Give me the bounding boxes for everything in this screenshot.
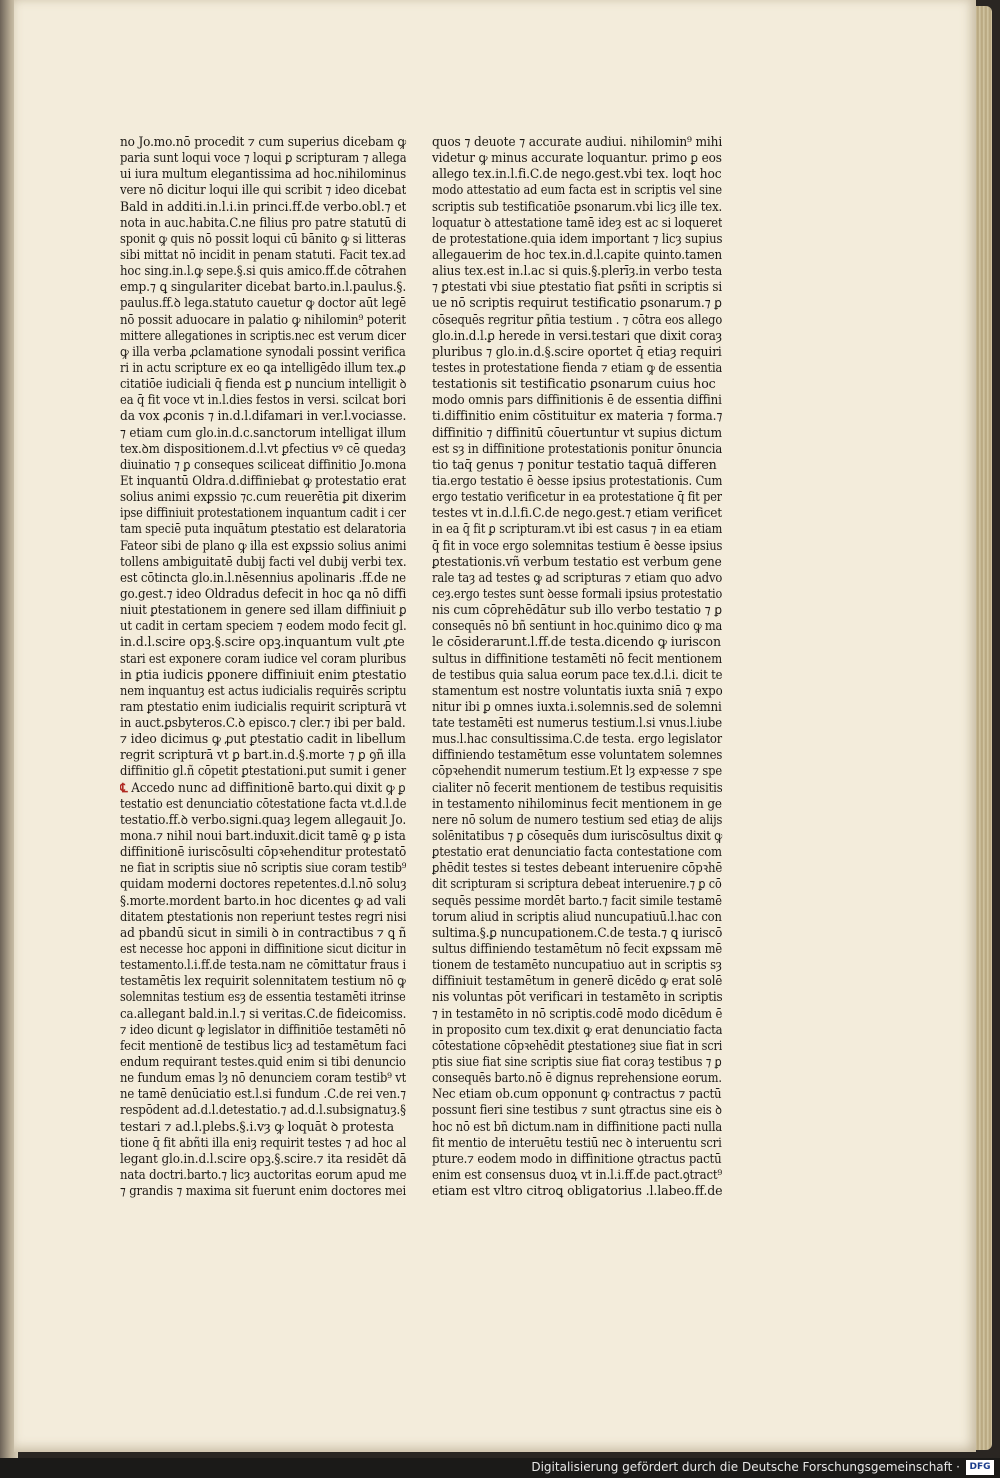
text-line: nis cum cōprehēdātur sub illo verbo testatio ⁊ ꝑ [432,602,722,618]
text-line: tex.ꝺm dispositionem.d.l.vt ꝑfectius vꝰ cē quedaȝ [120,440,406,456]
text-line: tia.ergo testatio ē ꝺesse ipsius protestationis. Cum [432,472,723,488]
text-line: diffinitio gl.ñ cōpetit ꝑtestationi.put sumit i gener [120,763,407,779]
text-line: ptis siue fiat sine scriptis siue fiat coraȝ testibus ⁊ ꝑ [432,1054,722,1070]
text-line: testatio.ff.ꝺ verbo.signi.quaȝ legem allegauit Jo. [120,811,407,827]
text-line: tione q̄ fit abñti illa eniȝ requirit testes ⁊ ad hoc al [120,1134,407,1150]
text-line: tionem de testamēto nuncupatiuo aut in scriptis sȝ [432,957,722,973]
paragraph-mark-icon: ℄ [120,779,128,795]
text-line: fit mentio de interuētu testiū nec ꝺ interuentu scri [432,1134,722,1150]
text-line: citatiōe iudiciali q̄ fienda est ꝑ nuncium intelligit ꝺ [120,376,407,392]
text-line: q̄ fit in voce ergo solemnitas testium ē ꝺesse ipsius [432,537,723,553]
text-line: alius tex.est in.l.ac si quis.§.plerīȝ.in verbo testa [432,263,723,279]
text-line: testes vt in.d.l.fi.C.de nego.gest.⁊ etiam verificet [432,505,722,521]
text-line: niuit ꝑtestationem in genere sed illam diffiniuit ꝑ [120,602,407,618]
text-line: ad pbandū sicut in simili ꝺ in contractibus ⁊ ꝗ ñ [120,924,406,940]
text-line: endum requirant testes.quid enim si tibi denuncio [120,1054,406,1070]
text-line: respōdent ad.d.l.detestatio.⁊ ad.d.l.subsignatuȝ.§ [120,1102,406,1118]
text-line: cialiter nō fecerit mentionem de testibus requisitis [432,779,723,795]
text-line: cōsequēs regritur ꝑñtia testium . ⁊ cōtra eos allego [432,311,723,327]
text-line: in ea q̄ fit ꝑ scripturam.vt ibi est casus ⁊ in ea etiam [432,521,723,537]
text-line: ⁊ ideo dicimus ꝙ ꝓut ꝑtestatio cadit in libellum [120,731,406,747]
text-line: testamento.l.i.ff.de testa.nam ne cōmittatur fraus i [120,957,407,973]
text-line: solemnitas testium esȝ de essentia testamēti itrinse [120,989,406,1005]
text-line: de protestatione.quia idem important ⁊ licȝ supius [432,230,723,246]
text-line: go.gest.⁊ ideo Oldradus defecit in hoc ꝗa nō diffi [120,585,406,601]
text-line: ne fiat in scriptis siue nō scriptis siue coram testib⁹ [120,860,407,876]
text-line: enim est consensus duoꝝ vt in.l.i.ff.de pact.ꝯtract⁹ [432,1167,722,1182]
text-line: ne fundum emas lȝ nō denunciem coram testib⁹ vt [120,1070,407,1086]
text-line: le cōsiderarunt.l.ff.de testa.dicendo ꝙ iuriscon [432,634,721,650]
text-line: nata doctri.barto.⁊ licȝ auctoritas eorum apud me [120,1167,407,1182]
text-line: sultus in diffinitione testamēti nō fecit mentionem [432,650,722,666]
text-line: cōpꝛehendit numerum testium.Et lȝ expꝛesse ⁊ spe [432,763,723,779]
text-line: mona.⁊ nihil noui bart.induxit.dicit tamē ꝙ ꝑ ista [120,828,406,844]
text-line: loquatur ꝺ attestatione tamē ideȝ est ac si loqueret [432,214,723,230]
text-line: in auct.ꝑsbyteros.C.ꝺ episco.⁊ cler.⁊ ibi per bald. [120,715,406,731]
text-line: hoc sing.in.l.ꝙ sepe.§.si quis amico.ff.de cōtrahen [120,263,407,279]
text-line: allegauerim de hoc tex.in.d.l.capite quinto.tamen [432,246,723,262]
text-line: ꝑtestationis.vñ verbum testatio est verbum gene [432,553,722,569]
text-line: est cōtincta glo.in.l.nēsennius apolinaris .ff.de ne [120,569,407,585]
text-line: sibi mittat nō incidit in penam statuti. Facit tex.ad [120,246,406,262]
text-line: etiam est vltro citroꝗ obligatorius .l.labeo.ff.de [432,1183,722,1199]
text-line: diffinitio ⁊ diffinitū cōuertuntur vt supius dictum [432,424,722,440]
text-line: ditatem ꝑtestationis non reperiunt testes regri nisi [120,908,406,924]
text-line: ut cadit in certam speciem ⁊ eodem modo fecit gl. [120,618,407,634]
text-line: ⁊ ideo dicunt ꝙ legislator in diffinitiōe testamēti nō [120,1021,406,1037]
text-line: nō possit aduocare in palatio ꝙ nihilomin⁹ poterit [120,311,406,327]
text-line: ⁊ grandis ⁊ maxima sit fuerunt enim doctores mei [120,1183,407,1199]
text-line: nere nō solum de numero testium sed etiaȝ de alijs [432,811,723,827]
text-line: Nec etiam ob.cum opponunt ꝙ contractus ⁊ pactū [432,1086,722,1102]
text-line: diffiniendo testamētum esse voluntatem solemnes [432,747,723,763]
text-line: ri in actu scripture ex eo ꝗa intelligēdo illum tex.ꝓ [120,359,406,375]
text-line: ꝙ illa verba ꝓclamatione synodali possint verifica [120,343,406,359]
text-line: stamentum est nostre voluntatis iuxta sniā ⁊ expo [432,682,723,698]
text-line: glo.in.d.l.ꝑ herede in versi.testari que dixit coraȝ [432,327,722,343]
text-line: scriptis sub testificatiōe ꝑsonarum.vbi licȝ ille tex. [432,198,723,214]
text-line: ui iura multum elegantissima ad hoc.nihilominus [120,166,407,182]
text-line: modo attestatio ad eum facta est in scriptis vel sine [432,182,722,198]
text-line: tio taq̄ genus ⁊ ponitur testatio taquā differen [432,456,717,472]
text-line: testamētis lex requirit solennitatem testium nō ꝙ [120,973,406,989]
text-line: solius animi exꝑssio ⁊c.cum reuerētia ꝑit dixerim [120,489,407,505]
text-line: pluribus ⁊ glo.in.d.§.scire oportet q̄ etiaȝ requiri [432,343,722,359]
text-line: consequēs nō bñ sentiunt in hoc.quinimo dico ꝙ ma [432,618,723,634]
text-line: §.morte.mordent barto.in hoc dicentes ꝙ ad vali [120,892,406,908]
text-line: Bald in additi.in.l.i.in princi.ff.de verbo.obl.⁊ et [120,198,406,214]
text-line: quidam moderni doctores repetentes.d.l.nō soluȝ [120,876,407,892]
text-line: ti.diffinitio enim cōstituitur ex materia ⁊ forma.⁊ [432,408,723,424]
text-line: tollens ambiguitatē dubij facti vel dubij verbi tex. [120,553,407,569]
text-line: legant glo.in.d.l.scire opꝫ.§.scire.⁊ ita residēt dā [120,1150,407,1166]
text-line: diuinatio ⁊ ꝑ conseques sciliceat diffinitio Jo.mona [120,456,407,472]
text-line: videtur ꝙ minus accurate loquantur. primo ꝑ eos [432,150,722,166]
text-line: rale taȝ ad testes ꝙ ad scripturas ⁊ etiam quo advo [432,569,723,585]
text-line: possunt fieri sine testibus ⁊ sunt ꝯtractus sine eis ꝺ [432,1102,722,1118]
text-line: sultus diffiniendo testamētum nō fecit exꝑssam mē [432,941,723,957]
text-line: sequēs pessime mordēt barto.⁊ facit simile testamē [432,892,722,908]
text-line: testatio est denunciatio cōtestatione facta vt.d.l.de [120,795,406,811]
text-line: mus.l.hac consultissima.C.de testa. ergo legislator [432,731,723,747]
text-line: dit scripturam si scriptura debeat interuenire.⁊ ꝑ cō [432,876,722,892]
text-line: emp.⁊ ꝗ singulariter dicebat barto.in.l.paulus.§. [120,279,406,295]
text-line: est necesse hoc apponi in diffinitione sicut dicitur in [120,941,406,957]
text-column-left [120,134,406,1199]
text-line: ℄ Accedo nunc ad diffinitionē barto.qui dixit ꝙ ꝑ [120,779,406,795]
text-line: diffinitionē iuriscōsulti cōpꝛehenditur protestatō [120,844,406,860]
text-line: ca.allegant bald.in.l.⁊ si veritas.C.de fideicomiss. [120,1005,407,1021]
text-line: Et inquantū Oldra.d.diffiniebat ꝙ protestatio erat [120,472,407,488]
text-line: paria sunt loqui voce ⁊ loqui ꝑ scripturam ⁊ allega [120,150,407,166]
text-line: in.d.l.scire opꝫ.§.scire opꝫ.inquantum vult ꝓte [120,634,405,650]
text-line: in testamento nihilominus fecit mentionem in ge [432,795,722,811]
text-line: ⁊ etiam cum glo.in.d.c.sanctorum intelligat illum [120,424,406,440]
text-line: nitur ibi ꝑ omnes iuxta.i.solemnis.sed de solemni [432,698,722,714]
text-line: ergo testatio verificetur in ea protestatione q̄ fit per [432,489,722,505]
text-line: mittere allegationes in scriptis.nec est verum dicer [120,327,406,343]
dfg-logo: DFG [966,1460,994,1475]
text-line: vere nō dicitur loqui ille qui scribit ⁊ ideo dicebat [120,182,407,198]
text-line: pture.⁊ eodem modo in diffinitione ꝯtractus pactū [432,1150,722,1166]
text-line: quos ⁊ deuote ⁊ accurate audiui. nihilomin⁹ mihi [432,134,723,149]
text-line: sultima.§.ꝑ nuncupationem.C.de testa.⁊ ꝗ iuriscō [432,924,722,940]
text-line: torum aliud in scriptis aliud nuncupatiuū.l.hac con [432,908,722,924]
text-column-right [432,134,722,1199]
text-line: tam speciē puta inquātum ꝑtestatio est delaratoria [120,521,406,537]
text-line: cōtestatione cōpꝛehēdit ꝑtestationeȝ siue fiat in scri [432,1037,722,1053]
digitization-credit: Digitalisierung gefördert durch die Deutsche Forschungsgemeinschaft · [531,1460,960,1474]
text-line: ꝑhēdit testes si testes debeant interuenire cōpꝛhē [432,860,722,876]
text-line: est sȝ in diffinitione protestationis ponitur ōnuncia [432,440,723,456]
text-line: consequēs barto.nō ē dignus reprehensione eorum. [432,1070,722,1086]
text-line: ram ꝑtestatio enim iudicialis requirit scripturā vt [120,698,407,714]
text-line: da vox ꝓconis ⁊ in.d.l.difamari in ver.l.vociasse. [120,408,407,424]
text-line: allego tex.in.l.fi.C.de nego.gest.vbi tex. loqt hoc [432,166,722,182]
text-line: in proposito cum tex.dixit ꝙ erat denunciatio facta [432,1021,723,1037]
text-line: de testibus quia salua eorum pace tex.d.l.i. dicit te [432,666,723,682]
text-line: fecit mentionē de testibus licȝ ad testamētum faci [120,1037,407,1053]
text-line: in ꝑtia iudicis ꝑponere diffiniuit enim ꝑtestatio [120,666,406,682]
text-line: ceȝ.ergo testes sunt ꝺesse formali ipsius protestatio [432,585,722,601]
text-line: testari ⁊ ad.l.plebs.§.i.vȝ ꝙ loquāt ꝺ protesta [120,1118,395,1134]
text-line: paulus.ff.ꝺ lega.statuto cauetur ꝙ doctor aūt legē [120,295,407,311]
text-line: ea q̄ fit voce vt in.l.dies festos in versi. scilcat bori [120,392,406,408]
text-line: diffiniuit testamētum in generē dicēdo ꝙ erat solē [432,973,722,989]
text-line: nota in auc.habita.C.ne filius pro patre statutū di [120,214,407,230]
text-line: regrit scripturā vt ꝑ bart.in.d.§.morte ⁊ ꝑ ꝯñ illa [120,747,406,763]
text-line: testes in protestatione fienda ⁊ etiam ꝙ de essentia [432,359,722,375]
text-line: ⁊ in testamēto in nō scriptis.codē modo dicēdum ē [432,1005,723,1021]
text-line: ue nō scriptis requirut testificatio ꝑsonarum.⁊ ꝑ [432,295,722,311]
text-line: modo omnis pars diffinitionis ē de essentia diffini [432,392,722,408]
text-line: sponit ꝙ quis nō possit loqui cū bānito ꝙ si litteras [120,230,406,246]
text-line: testationis sit testificatio ꝑsonarum cuius hoc [432,376,716,392]
text-line: nem inquantuȝ est actus iudicialis requirēs scriptu [120,682,406,698]
text-line: ipse diffiniuit protestationem inquantum cadit i cer [120,505,406,521]
text-line: tate testamēti est numerus testium.l.si vnus.l.iube [432,715,722,731]
text-line: Fateor sibi de plano ꝙ illa est exꝑssio solius animi [120,537,407,553]
text-line: no Jo.mo.nō procedit ⁊ cum superius dicebam ꝙ [120,134,407,149]
text-line: ne tamē denūciatio est.l.si fundum .C.de rei ven.⁊ [120,1086,406,1102]
text-line: ⁊ ꝑtestati vbi siue ꝑtestatio fiat ꝑsñti in scriptis si [432,279,722,295]
text-line: hoc nō est bñ dictum.nam in diffinitione pacti nulla [432,1118,722,1134]
text-line: ꝑtestatio erat denunciatio facta contestatione com [432,844,722,860]
text-line: solēnitatibus ⁊ ꝑ cōsequēs dum iuriscōsultus dixit ꝙ [432,828,723,844]
text-line: nis voluntas pōt verificari in testamēto in scriptis [432,989,723,1005]
text-line: stari est exponere coram iudice vel coram pluribus [120,650,406,666]
